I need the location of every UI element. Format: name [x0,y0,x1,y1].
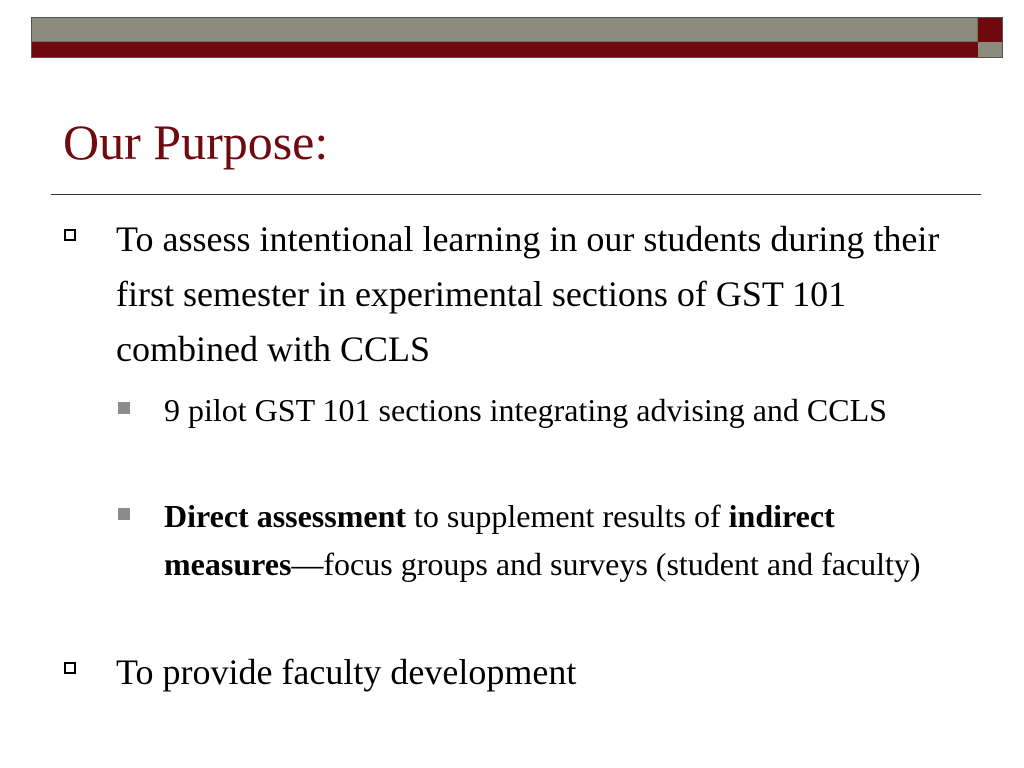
emphasis-direct-assessment: Direct assessment [164,498,407,534]
filled-square-icon [118,402,130,414]
slide-title: Our Purpose: [63,114,329,170]
bullet-text: To provide faculty development [116,652,577,692]
emphasis-indirect-measures: indirect measures [164,498,835,582]
filled-square-icon [118,508,130,520]
sub-bullet-text [164,492,964,588]
sub-bullet-text-part: to supplement results of [406,498,729,534]
hollow-square-icon [64,662,76,674]
sub-bullet-text-part: —focus groups and surveys (student and faculty) [291,546,921,582]
hollow-square-icon [64,229,76,241]
sub-bullet-text: 9 pilot GST 101 sections integrating advising and CCLS [164,392,887,428]
bullet-text: To assess intentional learning in our students during their first semester in experimental sections of GST 101 combined with CCLS [116,219,940,369]
